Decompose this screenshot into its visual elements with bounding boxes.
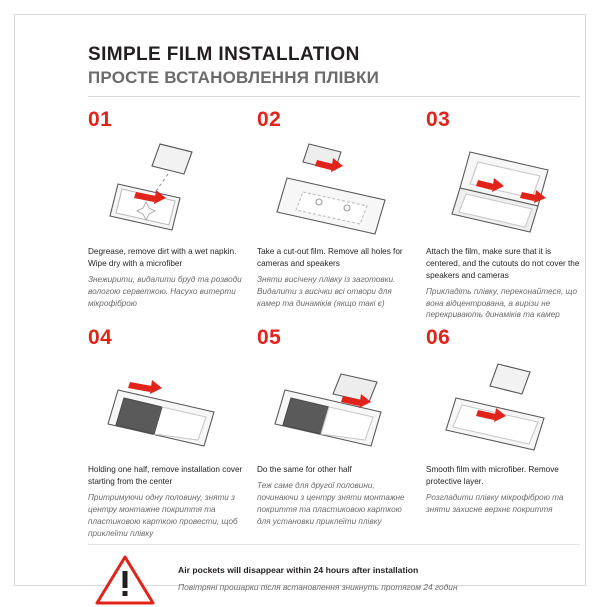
step-card-05 (257, 327, 412, 539)
warning-triangle-exclamation-icon (88, 551, 162, 607)
step-illustration-smooth-with-microfiber (426, 350, 581, 460)
step-card-04 (88, 327, 243, 539)
footer-note-uk: Повітряні прошарки після встановлення зникнуть протягом 24 годин (178, 582, 458, 593)
step-caption-en: Take a cut-out film. Remove all holes for cameras and speakers (257, 247, 403, 268)
footer-note (88, 551, 580, 607)
step-caption-uk: Притримуючи одну половину, зняти з центру монтажне покриття та пластиковою карткою провести, щоб приклеїти плівку (88, 493, 238, 538)
step-number: 04 (88, 326, 113, 350)
step-number: 05 (257, 326, 282, 350)
step-number: 03 (426, 108, 451, 131)
step-number: 02 (257, 108, 282, 131)
warning-icon-svg (93, 551, 157, 607)
step-caption-uk: Прикладіть плівку, переконайтеся, що вона відцентрована, а вирізи не перекривають динаміків та камер (426, 286, 578, 320)
footer-note-en: Air pockets will disappear within 24 hours after installation (178, 564, 419, 575)
step-caption-uk: Знежирити, видалити бруд та розводи вологою серветкою. Насухо витерти мікрофіброю (88, 274, 242, 308)
step-illustration-film-aligned-on-phone (426, 132, 581, 242)
step-card-01 (88, 109, 243, 321)
step-caption-en: Degrease, remove dirt with a wet napkin. Wipe dry with a microfiber (88, 247, 237, 268)
header-divider (88, 96, 580, 97)
step-caption-en: Attach the film, make sure that it is centered, and the cutouts do not cover the speakers and cameras (426, 247, 580, 280)
step-caption-uk: Теж саме для другої половини, починаючи з центру зняти монтажне покриття та пластиковою карткою для установки приклеїти плівку (257, 481, 405, 526)
step-caption-uk: Розгладити плівку мікрофіброю та зняти захисне верхнє покриття (426, 493, 564, 515)
step-illustration-peel-half-liner (88, 350, 243, 460)
step-number: 01 (88, 108, 113, 131)
red-arrow-icon (128, 380, 162, 394)
illustration-svg (88, 132, 243, 242)
illustration-svg (426, 350, 581, 460)
step-caption-uk: Зняти висічену плівку із заготовки. Видалити з висічки всі отвори для камер та динаміків (якщо такі є) (257, 274, 396, 308)
illustration-svg (257, 350, 412, 460)
page-title-uk: ПРОСТЕ ВСТАНОВЛЕННЯ ПЛІВКИ (88, 68, 379, 87)
page-title-en: SIMPLE FILM INSTALLATION (88, 44, 360, 65)
step-card-06 (426, 327, 581, 539)
step-illustration-film-sheet-with-cutouts (257, 132, 412, 242)
step-illustration-peel-other-half-liner (257, 350, 412, 460)
illustration-svg (426, 132, 581, 242)
step-caption-en: Smooth film with microfiber. Remove protective layer. (426, 465, 559, 487)
step-illustration-phone-with-wipe-cloth (88, 132, 243, 242)
step-caption-en: Holding one half, remove installation cover starting from the center (88, 465, 243, 487)
step-card-03 (426, 109, 581, 321)
illustration-svg (88, 350, 243, 460)
footer-divider (88, 544, 580, 545)
steps-grid (88, 109, 580, 540)
header (88, 44, 570, 97)
step-caption-en: Do the same for other half (257, 465, 352, 475)
step-card-02 (257, 109, 412, 321)
illustration-svg (257, 132, 412, 242)
step-number: 06 (426, 326, 451, 350)
footer-text (178, 564, 580, 594)
